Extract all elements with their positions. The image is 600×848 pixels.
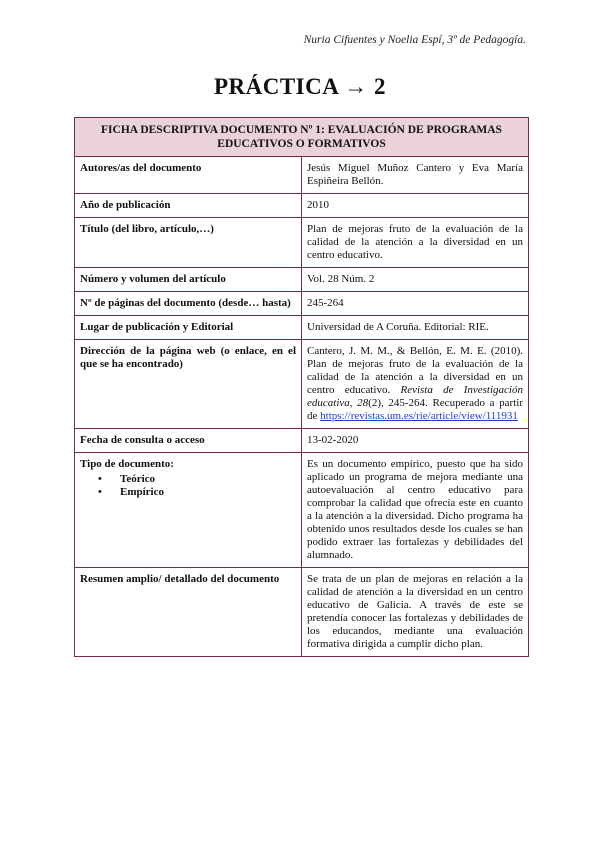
label-direccion: Dirección de la página web (o enlace, en el que se ha encontrado)	[75, 340, 302, 429]
label-tipo: Tipo de documento:	[80, 458, 174, 470]
tipo-options-list	[80, 473, 296, 499]
label-tipo-cell	[75, 453, 302, 568]
table-heading-row	[75, 118, 529, 157]
value-paginas: 245-264	[302, 292, 529, 316]
value-anio: 2010	[302, 194, 529, 218]
reference-text-part2: (2), 245-264. Recuperado a partir de	[307, 397, 523, 422]
label-fecha: Fecha de consulta o acceso	[75, 429, 302, 453]
table-row-titulo	[75, 218, 529, 268]
label-numero: Número y volumen del artículo	[75, 268, 302, 292]
value-titulo: Plan de mejoras fruto de la evaluación de la calidad de la atención a la diversidad en un centro educativo.	[302, 218, 529, 268]
label-autores: Autores/as del documento	[75, 157, 302, 194]
reference-journal: Revista de Investigación educativa	[307, 384, 523, 409]
table-heading: FICHA DESCRIPTIVA DOCUMENTO Nº 1: EVALUACIÓN DE PROGRAMAS EDUCATIVOS O FORMATIVOS	[75, 118, 529, 157]
value-numero: Vol. 28 Núm. 2	[302, 268, 529, 292]
value-tipo: Es un documento empírico, puesto que ha sido aplicado un programa de mejora mediante una autoevaluación al centro educativo para comprobar la calidad que ofrecía este en cuanto a la atención a la diversidad. Dicho programa ha obtenido unos resultados desde los cuales se han podido extraer las fortalezas y debilidades del alumnado.	[302, 453, 529, 568]
table-row-tipo	[75, 453, 529, 568]
table-row-anio	[75, 194, 529, 218]
descriptive-sheet-table	[74, 117, 529, 657]
page-title: PRÁCTICA → 2	[213, 74, 387, 99]
table-row-autores	[75, 157, 529, 194]
label-titulo: Título (del libro, artículo,…)	[75, 218, 302, 268]
reference-text-part1: Cantero, J. M. M., & Bellón, E. M. E. (2010). Plan de mejoras fruto de la evaluación de la calidad de la atención a la diversidad en un centro educativo.	[307, 345, 523, 396]
value-fecha: 13-02-2020	[302, 429, 529, 453]
tipo-option-empirico: • Empírico	[120, 486, 296, 499]
label-anio: Año de publicación	[75, 194, 302, 218]
value-autores: Jesús Miguel Muñoz Cantero y Eva María Espiñeira Bellón.	[302, 157, 529, 194]
label-lugar: Lugar de publicación y Editorial	[75, 316, 302, 340]
table-row-paginas	[75, 292, 529, 316]
reference-url-link[interactable]: https://revistas.um.es/rie/article/view/111931	[320, 410, 518, 422]
table-row-numero	[75, 268, 529, 292]
authors-header-note: Nuria Cifuentes y Noelia Espí, 3º de Pedagogía.	[303, 34, 526, 46]
table-row-resumen	[75, 568, 529, 657]
reference-volume: 28	[357, 397, 369, 409]
table-row-fecha	[75, 429, 529, 453]
value-lugar: Universidad de A Coruña. Editorial: RIE.	[302, 316, 529, 340]
value-direccion	[302, 340, 529, 429]
label-resumen: Resumen amplio/ detallado del documento	[75, 568, 302, 657]
value-resumen: Se trata de un plan de mejoras en relación a la calidad de atención a la diversidad en un centro educativo de Galicia. A través de este se pretendía conocer las fortalezas y debilidades de los educandos, mediante una evaluación formativa dirigida a cumplir dicho plan.	[302, 568, 529, 657]
table-row-direccion	[75, 340, 529, 429]
table-row-lugar	[75, 316, 529, 340]
label-paginas: Nº de páginas del documento (desde… hasta)	[75, 292, 302, 316]
reference-separator: ,	[349, 397, 358, 409]
tipo-option-teorico: • Teórico	[120, 473, 296, 486]
